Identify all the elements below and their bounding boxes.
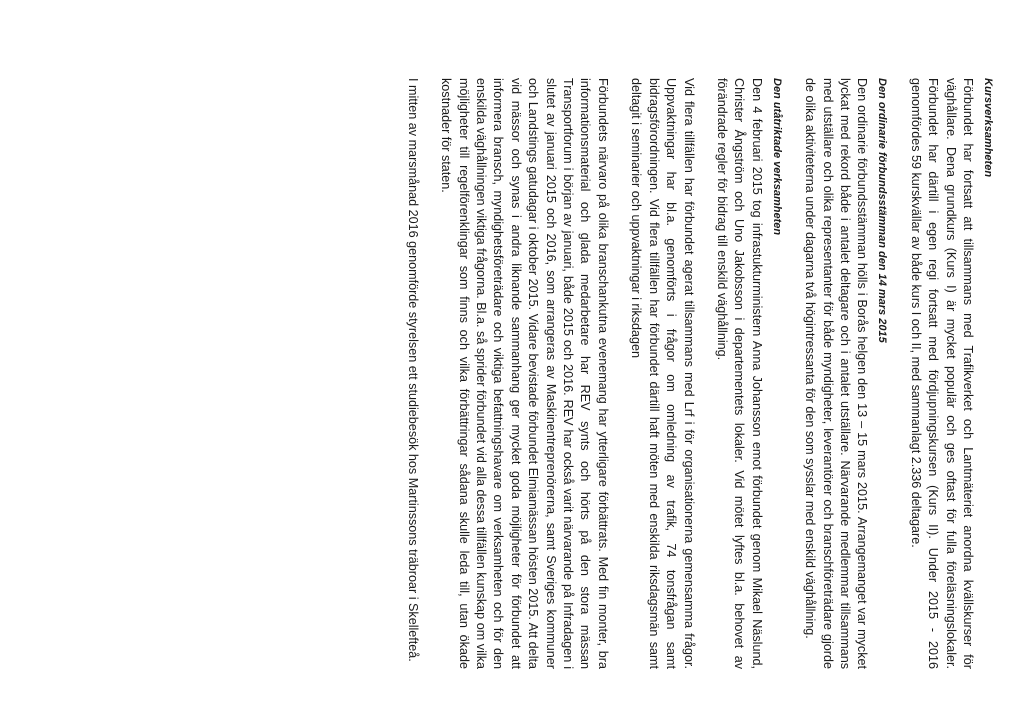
paragraph: Förbundets närvaro på olika branschankutna evenemang har ytterligare förbättrats. Med fin monter, bra informationsmaterial och glada medarbetare har REV synts och hörts på den stora mässan Transportforum i början av januari, både 2015 och 2016. REV har också varit närvarande på Infradagen i slutet av januari 2015 och 2016, som arrangeras av Maskinentreprenörerna, samt Sveriges kommuner och Landstings gatudagar i oktober 2015. Vidare bevistade förbundet Elmiamässan hösten 2015. Att delta vid mässor och synas i andra liknande sammanhang ger mycket goda möjligheter för förbundet att informera bransch, myndighetsföreträdare och viktiga befattningshavare om verksamheten och för den enskilda väghållningen viktiga frågorna. Bl.a. så sprider förbundet vid alla dessa tillfällen kunskap om vilka möjligheter till regelförenklingar som finns och vilka förbättringar sådana skulle leda till, utan ökade kostnader för staten. [439, 78, 610, 669]
paragraph: Förbundet har fortsatt att tillsammans med Trafikverket och Lantmäteriet anordna kvällskurser för väghållare. Dena grundkurs (Kurs I) är mycket populär och ges oftast för fulla föreläsningslokaler. Förbundet har därtill i egen regi fortsatt med fördjupningskursen (Kurs II). Under 2015 - 2016 genomfördes 59 kurskvällar av både kurs I och II, med sammanlagt 2.336 deltagare. [908, 78, 975, 669]
paragraph: Den ordinarie förbundsstämman hölls i Borås helgen den 13 – 15 mars 2015. Arrangemanget var mycket lyckat med rekord både i antalet deltagare och i antalet utställare. Närvarande medlemmar tillsammans med utställare och olika representanter för både myndigheter, leverantörer och branschföreträdare gjorde de olika aktiviteterna under dagarna två högintressanta för den som sysslar med enskild väghållning. [803, 78, 870, 669]
section-kursverksamheten [906, 78, 996, 669]
paragraph: Den 4 februari 2015 tog infrastukturministern Anna Johansson emot förbundet genom Mikael Näslund, Christer Ångström och Uno Jakobsson i departementets lokaler. Vid mötet lyftes bl.a. behovet av förändrade regler för bidrag till enskild väghållning. [714, 78, 764, 669]
section-heading: Den ordinarie förbundsstämman den 14 mars 2015 [876, 78, 889, 343]
section-heading: Den utåtriktade verksamheten [770, 78, 783, 236]
section-forbundsstamman [801, 78, 891, 669]
section-utatriktade-verksamheten [403, 78, 784, 669]
paragraph: Vid flera tillfällen har förbundet agerat tillsammans med Lrf i för organisationerna gemensamma frågor. Uppvaktningar har bl.a. genomförts i frågor om omledning av trafik, 74 tonsfrågan samt bidragsförordningen. Vid flera tillfällen har förbundet därtill haft möten med enskilda riksdagsmän samt deltagit i seminarier och uppvaktningar i riksdagen [629, 78, 696, 669]
paragraph: I mitten av marsmånad 2016 genomförde styrelsen ett studiebesök hos Martinssons träbroar i Skellefteå. [405, 78, 420, 662]
section-heading: Kursverksamheten [982, 78, 994, 178]
